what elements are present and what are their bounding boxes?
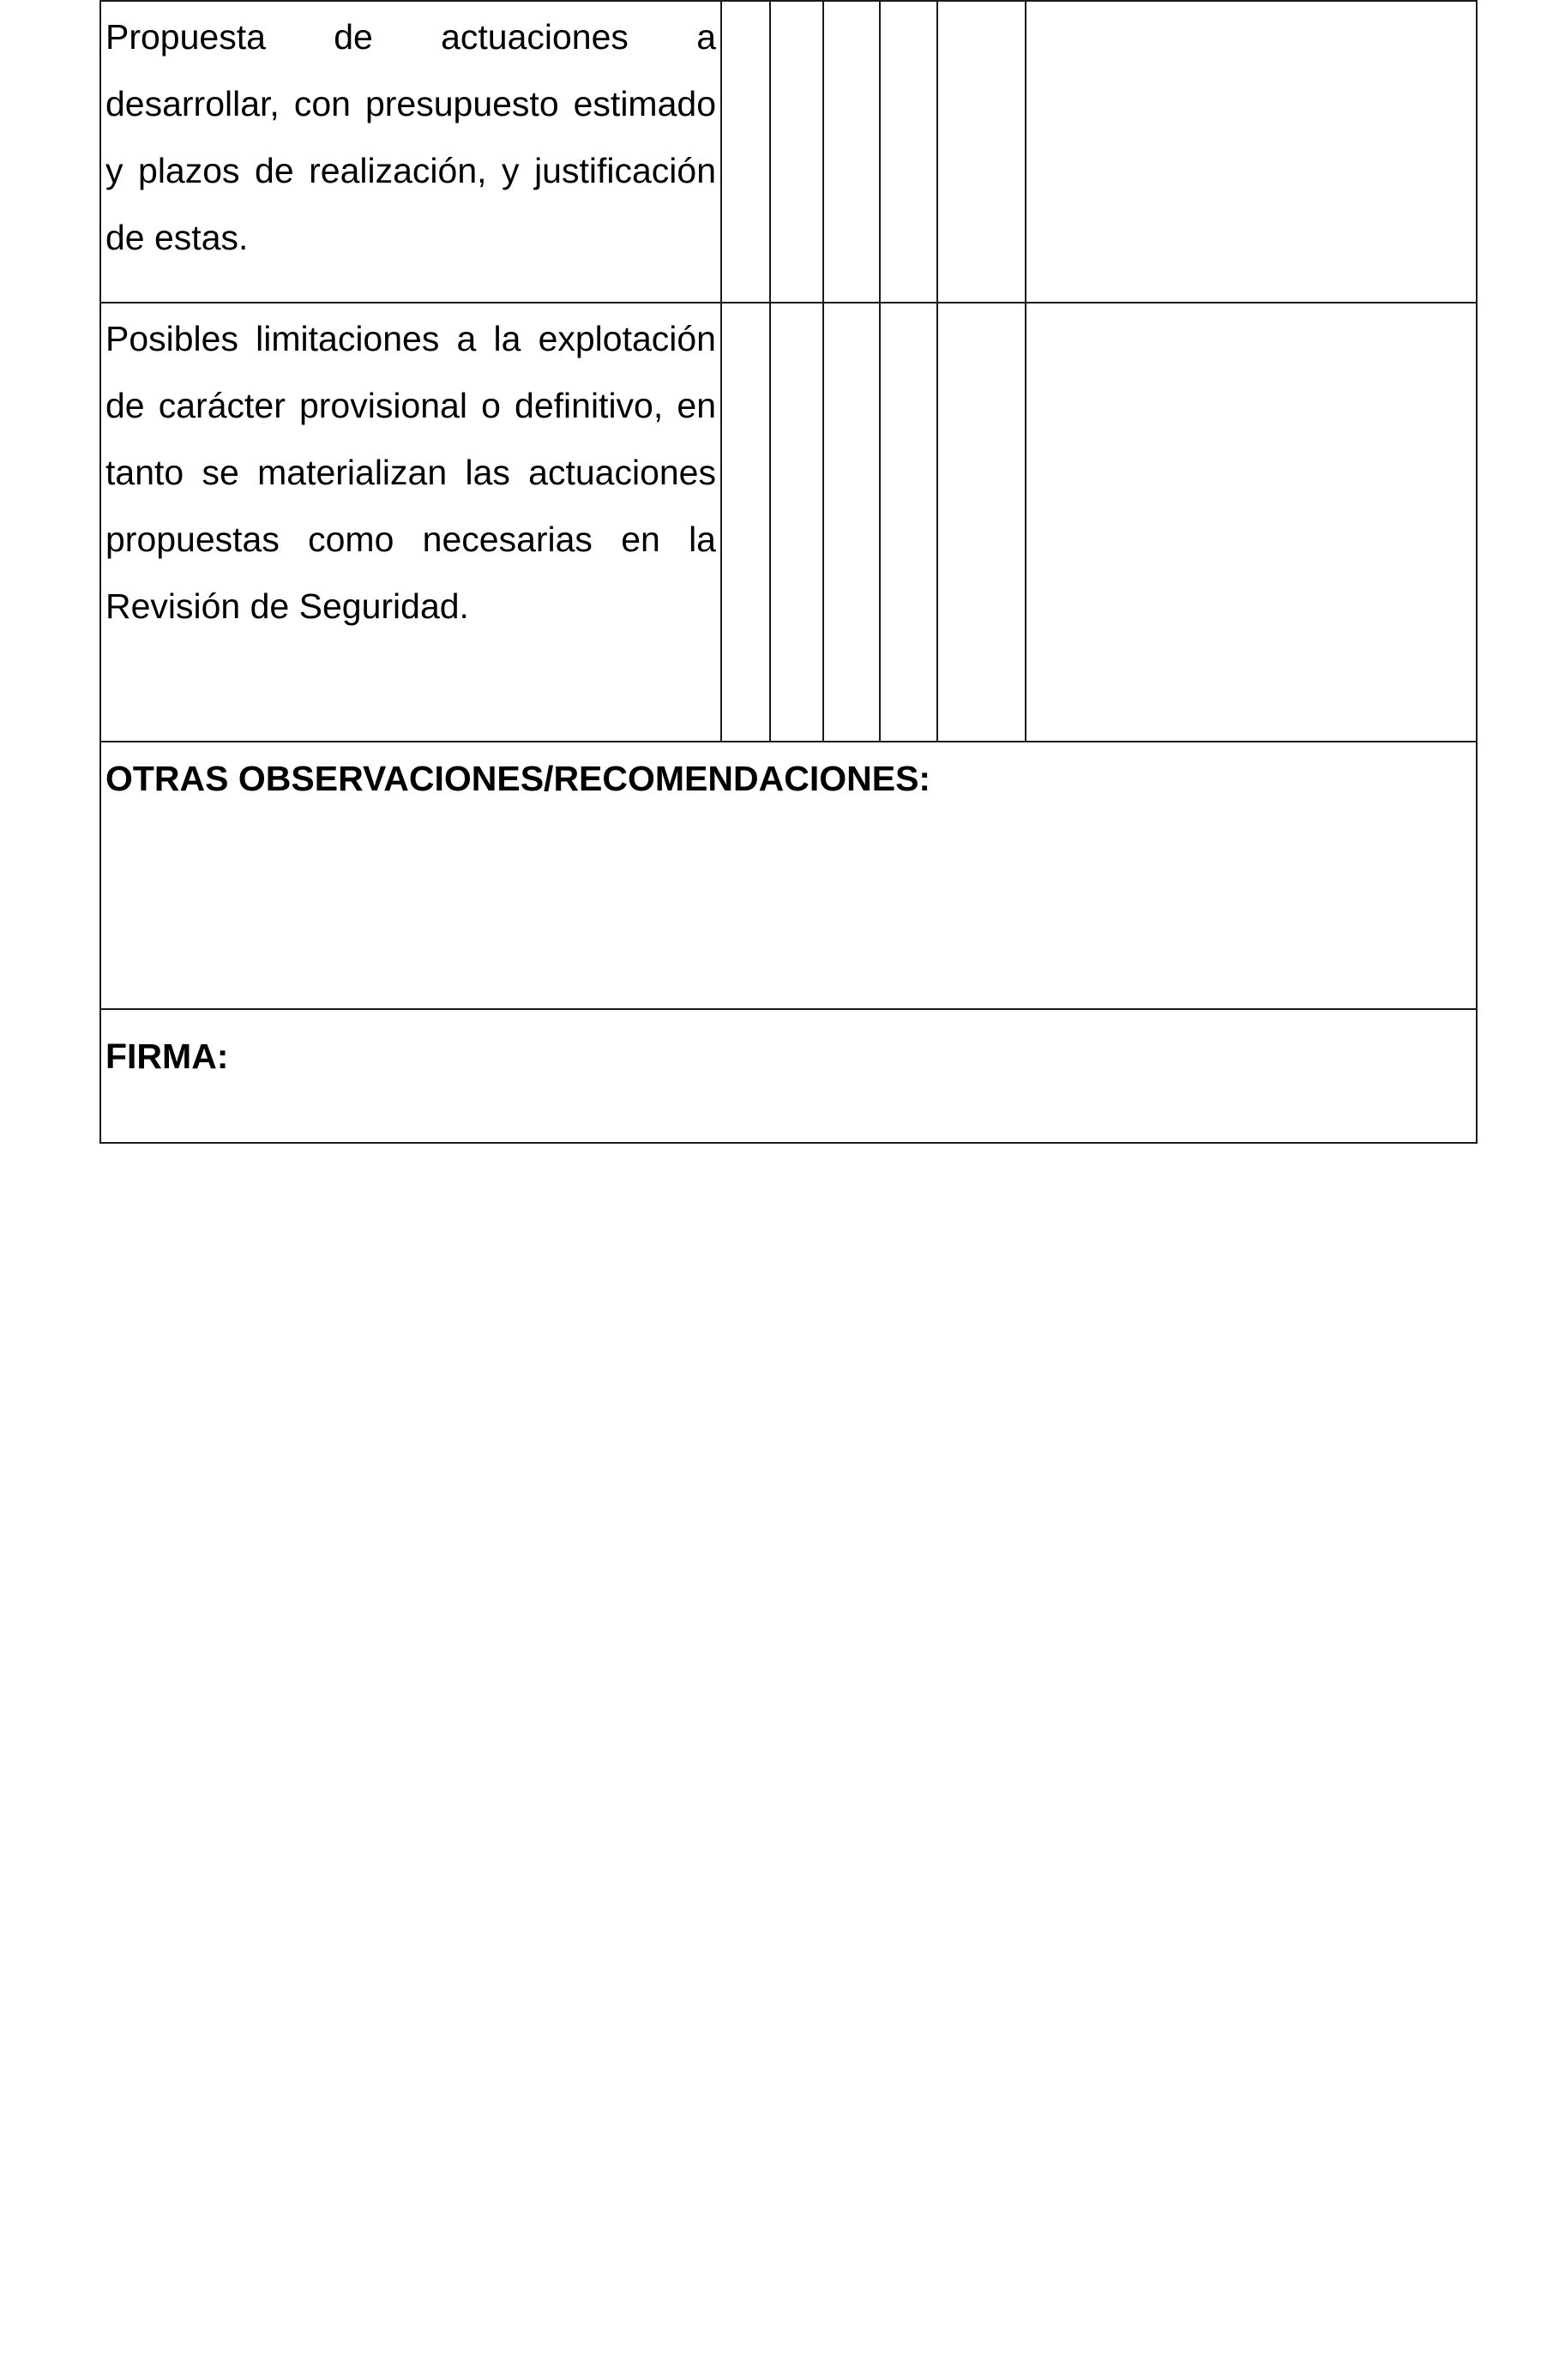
check-cell[interactable] [937,1,1026,303]
signature-label: FIRMA: [105,1037,229,1076]
observations-label: OTRAS OBSERVACIONES/RECOMENDACIONES: [105,759,931,798]
item-description-cell [100,303,721,742]
signature-row [100,1009,1477,1143]
table-row [100,303,1477,742]
item-description-cell [100,1,721,303]
review-form-table [99,0,1478,1144]
signature-cell[interactable] [100,1009,1477,1143]
check-cell[interactable] [880,1,937,303]
check-cell[interactable] [823,1,880,303]
check-cell[interactable] [880,303,937,742]
table-row [100,1,1477,303]
observations-row [100,742,1477,1009]
check-cell[interactable] [721,1,770,303]
check-cell[interactable] [770,303,823,742]
comments-cell[interactable] [1026,1,1477,303]
item-description: Posibles limitaciones a la explotación de carácter provisional o definitivo, en tanto se materializan las actuaciones propuestas como necesarias en la Revisión de Seguridad. [105,319,716,626]
check-cell[interactable] [770,1,823,303]
check-cell[interactable] [937,303,1026,742]
check-cell[interactable] [823,303,880,742]
comments-cell[interactable] [1026,303,1477,742]
check-cell[interactable] [721,303,770,742]
item-description: Propuesta de actuaciones a desarrollar, con presupuesto estimado y plazos de realización, y justificación de estas. [105,17,716,257]
observations-cell[interactable] [100,742,1477,1009]
